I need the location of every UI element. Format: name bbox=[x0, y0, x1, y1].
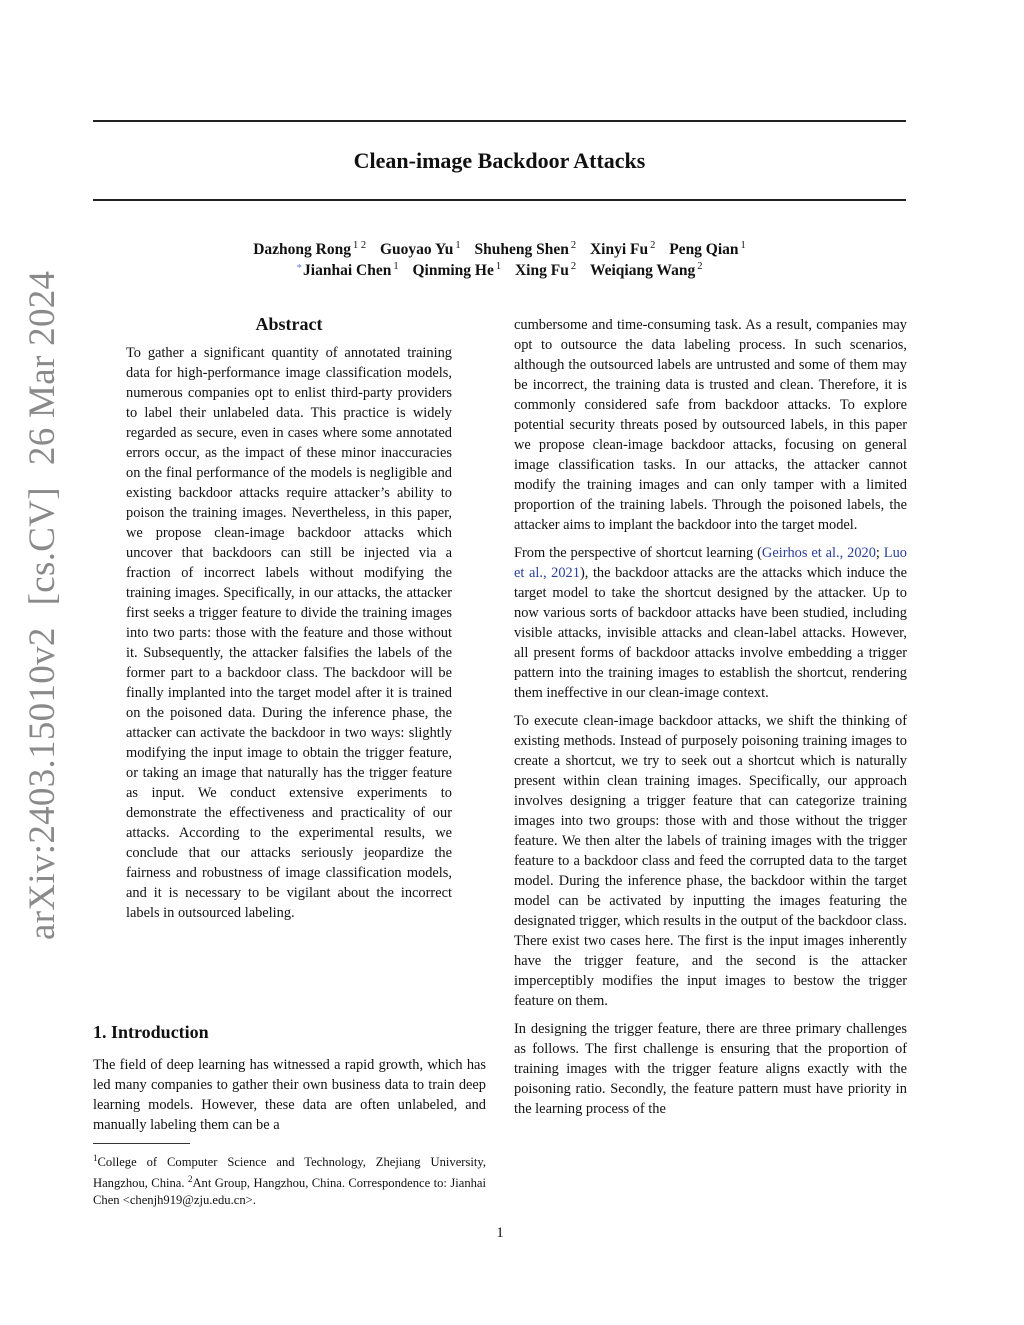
author: Qinming He $^1$ bbox=[412, 261, 502, 279]
citation-link[interactable]: Geirhos et al., 2020 bbox=[761, 545, 876, 561]
abstract-heading: Abstract bbox=[255, 314, 323, 334]
abstract-text: To gather a significant quantity of annotated training data for high-performance image classification models, numerous companies opt to enlist third-party providers to label their unlabeled data. This practice is widely regarded as secure, even in cases where some annotated errors occur, as the impact of these minor inaccuracies on the final performance of the models is negligible and existing backdoor attacks require attacker’s ability to poison the training images. Nevertheless, in this paper, we propose clean-image backdoor attacks which uncover that backdoors can still be injected via a fraction of incorrect labels without modifying the training images. Specifically, in our attacks, the attacker first seeks a trigger feature to divide the training images into two parts: those with the feature and those without it. Subsequently, the attacker falsifies the labels of the former part to a backdoor class. The backdoor will be finally implanted into the target model after it is trained on the poisoned data. During the inference phase, the attacker can activate the backdoor in two ways: slightly modifying the input image to obtain the trigger feature, or taking an image that naturally has the trigger feature as input. We conduct extensive experiments to demonstrate the effectiveness and practicality of our attacks. According to the experimental results, we conclude that our attacks seriously jeopardize the fairness and robustness of image classification models, and it is necessary to be vigilant about the incorrect labels in outsourced labeling. bbox=[126, 345, 452, 921]
title-bottom-rule bbox=[93, 199, 906, 201]
affiliation-footnote: $^1$College of Computer Science and Technology, Zhejiang University, Hangzhou, China. $^2$Ant Group, Hangzhou, China. Correspondence to: Jianhai Chen <chenjh919@zju.edu.cn>. bbox=[93, 1153, 486, 1207]
author: Xing Fu $^2$ bbox=[514, 261, 577, 279]
title-top-rule bbox=[93, 120, 906, 122]
paper-title: Clean-image Backdoor Attacks bbox=[353, 148, 646, 173]
citation-link[interactable]: Luo et al., 2021 bbox=[514, 545, 907, 581]
author: Dazhong Rong $^{1 2}$ bbox=[253, 240, 367, 258]
author-corresponding: *Jianhai Chen $^1$ bbox=[296, 261, 399, 279]
author: Shuheng Shen $^2$ bbox=[474, 240, 577, 258]
section-heading-introduction: 1. Introduction bbox=[93, 1022, 209, 1042]
corresponding-author-mark: * bbox=[296, 262, 303, 274]
footnote-rule bbox=[93, 1143, 190, 1144]
body-paragraph: cumbersome and time-consuming task. As a result, companies may opt to outsource the data labeling process. In such scenarios, although the outsourced labels are untrusted and some of them may be incorrect, the training data is trusted and clean. Therefore, it is commonly considered safe from backdoor attacks. To explore potential security threats posed by outsourced labels, in this paper we propose clean-image backdoor attacks, focusing on general image classification tasks. In our attacks, the attacker cannot modify the training images and can only tamper with a limited proportion of the training labels. Through the poisoned labels, the attacker aims to implant the backdoor into the target model. bbox=[514, 317, 907, 533]
arxiv-identifier-stamp bbox=[19, 270, 67, 940]
arxiv-category: [cs.CV] bbox=[22, 487, 63, 606]
arxiv-date: 26 Mar 2024 bbox=[22, 270, 63, 466]
body-paragraph: To execute clean-image backdoor attacks, we shift the thinking of existing methods. Instead of purposely poisoning training images to create a shortcut, we try to seek out a shortcut which is naturally present within clean training images. Specifically, our approach involves designing a trigger feature that can categorize training images into two groups: those with and those without the trigger feature. We then alter the labels of training images with the trigger feature to a backdoor class and feed the corrupted data to the target model. During the inference phase, the backdoor within the target model can be activated by inputting the images featuring the designated trigger, which results in the output of the backdoor class. There exist two cases here. The first is the input images inherently have the trigger feature, and the second is the attacker imperceptibly modifies the input images to bestow the trigger feature on them. bbox=[514, 713, 907, 1009]
author-list-line-2 bbox=[93, 257, 906, 281]
arxiv-id: arXiv:2403.15010v2 bbox=[22, 627, 63, 940]
body-paragraph-citations: From the perspective of shortcut learning (Geirhos et al., 2020; Luo et al., 2021), the backdoor attacks are the attacks which induce the target model to take the shortcut designed by the attacker. Up to now various sorts of backdoor attacks have been studied, including visible attacks, invisible attacks and clean-label attacks. However, all present forms of backdoor attacks involve embedding a trigger pattern into the training images to establish the shortcut, rendering them ineffective in our clean-image context. bbox=[514, 545, 907, 701]
author: Guoyao Yu $^1$ bbox=[379, 240, 461, 258]
intro-paragraph: The field of deep learning has witnessed a rapid growth, which has led many companies to gather their own business data to train deep learning models. However, these data are often unlabeled, and manually labeling them can be a bbox=[93, 1057, 486, 1133]
author: Weiqiang Wang $^2$ bbox=[589, 261, 703, 279]
author: Xinyi Fu $^2$ bbox=[589, 240, 656, 258]
right-column bbox=[514, 315, 907, 1127]
author: Peng Qian $^1$ bbox=[669, 240, 746, 258]
body-paragraph: In designing the trigger feature, there are three primary challenges as follows. The first challenge is ensuring that the proportion of training images with the trigger feature aligns exactly with the poisoning ratio. Secondly, the feature pattern must have priority in the learning process of the bbox=[514, 1021, 907, 1117]
page-number: 1 bbox=[496, 1225, 504, 1241]
